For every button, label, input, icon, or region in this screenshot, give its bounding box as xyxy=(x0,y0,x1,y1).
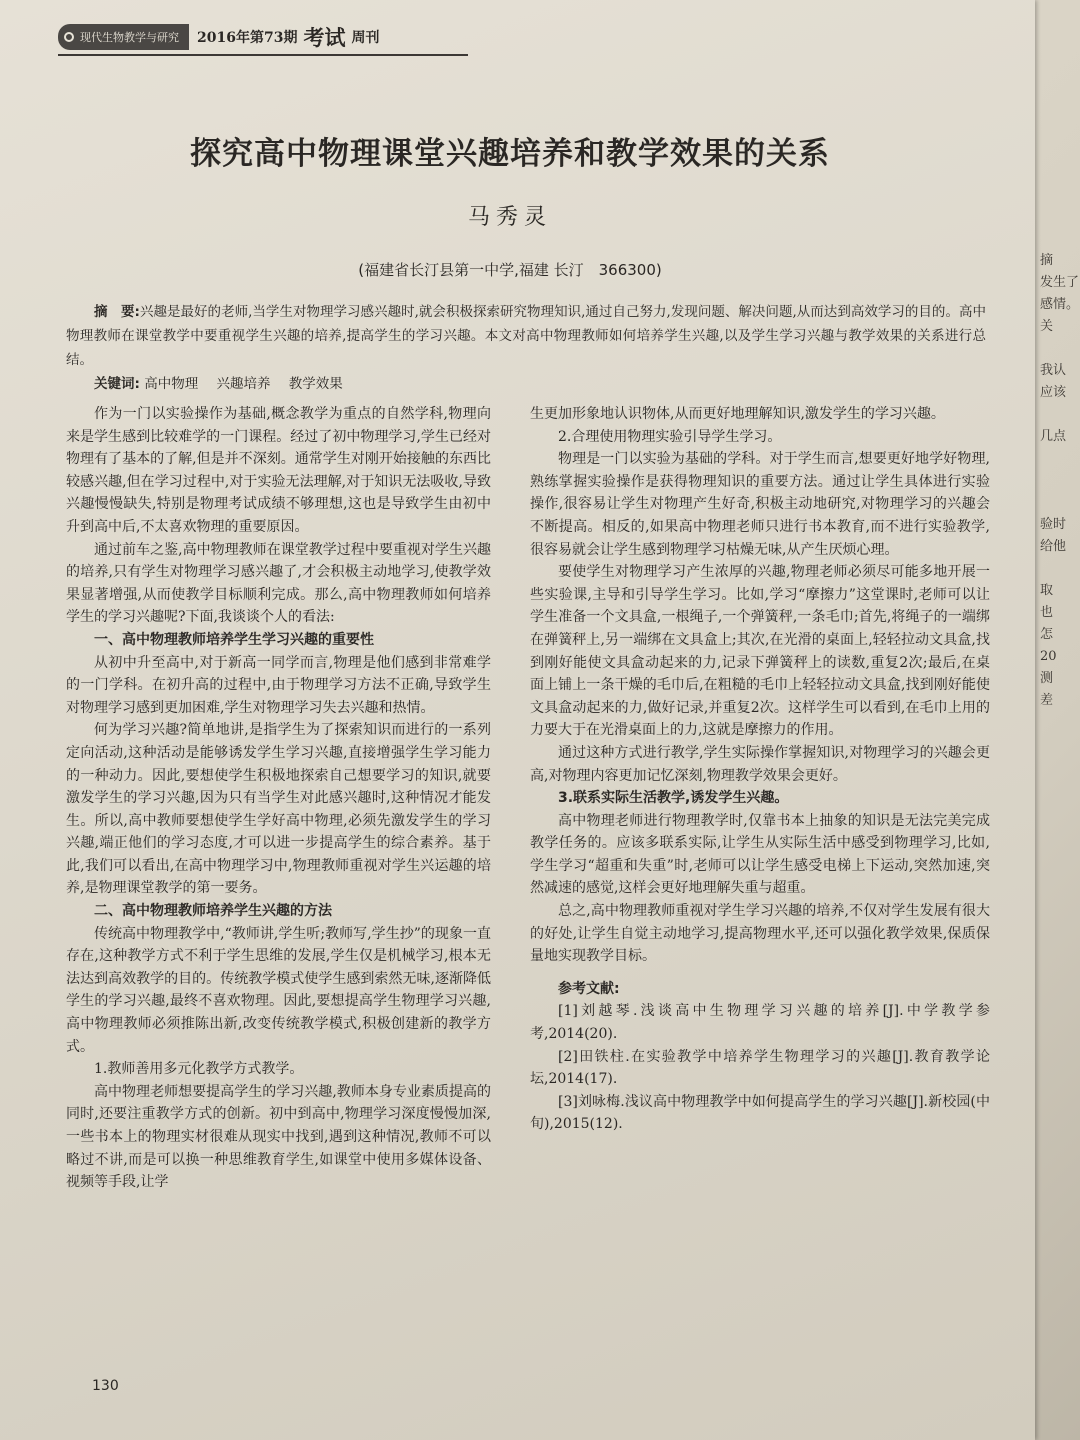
paragraph: 通过前车之鉴,高中物理教师在课堂教学过程中要重视对学生兴趣的培养,只有学生对物理学习感兴趣了,才会积极主动地学习,使教学效果显著增强,从而使教学目标顺利完成。那么,高中物理教师如何培养学生的学习兴趣呢?下面,我谈谈个人的看法: xyxy=(66,541,491,626)
references-title: 参考文献: xyxy=(558,980,620,997)
edge-fragment: 我认 xyxy=(1040,363,1067,378)
paragraph: 作为一门以实验操作为基础,概念教学为重点的自然学科,物理向来是学生感到比较难学的一门课程。经过了初中物理学习,学生已经对物理有了基本的了解,但是并不深刻。通常学生对刚开始接触的东西比较感兴趣,但在学习过程中,对于实验无法理解,对于知识无法吸收,导致兴趣慢慢缺失,特别是物理考试成绩不够理想,这也是导致学生由初中升到高中后,不太喜欢物理的重要原因。 xyxy=(66,406,491,535)
keyword: 高中物理 xyxy=(144,376,199,392)
subsection-heading: 1.教师善用多元化教学方式教学。 xyxy=(94,1061,304,1078)
edge-fragment: 验时 xyxy=(1040,517,1067,532)
issue-number: 2016年第73期 xyxy=(197,30,298,46)
paragraph: 生更加形象地认识物体,从而更好地理解知识,激发学生的学习兴趣。 xyxy=(530,406,945,422)
abstract-text: 兴趣是最好的老师,当学生对物理学习感兴趣时,就会积极探索研究物理知识,通过自己努力,发现问题、解决问题,从而达到高效学习的目的。高中物理教师在课堂教学中要重视学生兴趣的培养,提高学生的学习兴趣。本文对高中物理教师如何培养学生兴趣,以及学生学习兴趣与教学效果的关系进行总结。 xyxy=(66,304,986,368)
edge-fragment: 怎 xyxy=(1040,627,1054,642)
right-column xyxy=(530,403,990,1136)
paragraph: 高中物理老师进行物理教学时,仅靠书本上抽象的知识是无法完美完成教学任务的。应该多联系实际,让学生从实际生活中感受到物理学习,比如,学生学习“超重和失重”时,老师可以让学生感受电梯上下运动,突然加速,突然减速的感觉,这样会更好地理解失重与超重。 xyxy=(530,812,990,897)
section-heading: 一、高中物理教师培养学生学习兴趣的重要性 xyxy=(94,631,374,648)
edge-fragment: 差 xyxy=(1040,693,1054,708)
keyword: 兴趣培养 xyxy=(216,376,271,392)
keywords-label: 关键词: xyxy=(94,376,140,392)
keyword: 教学效果 xyxy=(288,376,343,392)
edge-fragment: 摘 xyxy=(1040,253,1054,268)
edge-fragment: 几点 xyxy=(1040,429,1067,444)
edge-fragment: 给他 xyxy=(1040,539,1067,554)
paragraph: 要使学生对物理学习产生浓厚的兴趣,物理老师必须尽可能多地开展一些实验课,主导和引导学生学习。比如,学习“摩擦力”这堂课时,老师可以让学生准备一个文具盒,一根绳子,一个弹簧秤,一条毛巾;首先,将绳子的一端绑在弹簧秤上,另一端绑在文具盒上;其次,在光滑的桌面上,轻轻拉动文具盒,找到刚好能使文具盒动起来的力,记录下弹簧秤上的读数,重复2次;最后,在桌面上铺上一条干燥的毛巾后,在粗糙的毛巾上轻轻拉动文具盒,找到刚好能使文具盒动起来的力,做好记录,并重复2次。这样学生可以看到,在毛巾上用的力要大于在光滑桌面上的力,这就是摩擦力的作用。 xyxy=(530,564,990,739)
section-badge xyxy=(58,24,189,50)
paragraph: 高中物理老师想要提高学生的学习兴趣,教师本身专业素质提高的同时,还要注重教学方式的创新。初中到高中,物理学习深度慢慢加深,一些书本上的物理实材很难从现实中找到,遇到这种情况,教师不可以略过不讲,而是可以换一种思维教育学生,如课堂中使用多媒体设备、视频等手段,让学 xyxy=(66,1083,491,1191)
paragraph: 何为学习兴趣?简单地讲,是指学生为了探索知识而进行的一系列定向活动,这种活动是能够诱发学生学习兴趣,直接增强学生学习能力的一种动力。因此,要想使学生积极地探索自己想要学习的知识,就要激发学生的学习兴趣,因为只有当学生对此感兴趣时,这种情况才能发生。所以,高中教师要想使学生学好高中物理,必须先激发学生的学习兴趣,端正他们的学习态度,才可以进一步提高学生的综合素养。基于此,我们可以看出,在高中物理学习中,物理教师重视对学生兴运趣的培养,是物理课堂教学的第一要务。 xyxy=(66,722,491,897)
circle-icon xyxy=(64,32,74,42)
edge-fragment: 测 xyxy=(1040,671,1054,686)
edge-fragment: 取 xyxy=(1040,583,1054,598)
abstract xyxy=(66,300,986,372)
edge-fragment: 关 xyxy=(1040,319,1054,334)
article-title: 探究高中物理课堂兴趣培养和教学效果的关系 xyxy=(190,136,830,172)
reference-item: [1]刘越琴.浅谈高中生物理学习兴趣的培养[J].中学教学参考,2014(20). xyxy=(530,1003,990,1043)
running-header xyxy=(58,20,468,56)
reference-item: [3]刘咏梅.浅议高中物理教学中如何提高学生的学习兴趣[J].新校园(中旬),2015(12). xyxy=(530,1093,990,1133)
paragraph: 总之,高中物理教师重视对学生学习兴趣的培养,不仅对学生发展有很大的好处,让学生自觉主动地学习,提高物理水平,还可以强化教学效果,保质保量地实现教学目标。 xyxy=(530,903,990,965)
section-badge-text: 现代生物教学与研究 xyxy=(80,31,179,44)
paragraph: 通过这种方式进行教学,学生实际操作掌握知识,对物理学习的兴趣会更高,对物理内容更加记忆深刻,物理教学效果会更好。 xyxy=(530,744,990,784)
edge-fragment: 20 xyxy=(1040,649,1057,664)
edge-fragment: 应该 xyxy=(1040,385,1067,400)
left-column xyxy=(66,403,491,1194)
abstract-label: 摘 要: xyxy=(94,304,140,320)
paragraph: 从初中升至高中,对于新高一同学而言,物理是他们感到非常难学的一门学科。在初升高的过程中,由于物理学习方法不正确,导致学生对物理学习感到更加困难,学生对物理学习失去兴趣和热情。 xyxy=(66,654,491,716)
page-number: 130 xyxy=(92,1378,119,1394)
journal-weekly: 周刊 xyxy=(351,30,380,46)
paragraph: 物理是一门以实验为基础的学科。对于学生而言,想要更好地学好物理,熟练掌握实验操作是获得物理知识的重要方法。通过让学生具体进行实验操作,很容易让学生对物理产生好奇,积极主动地研究,对物理学习的兴趣会不断提高。相反的,如果高中物理老师只进行书本教育,而不进行实验教学,很容易就会让学生感到物理学习枯燥无味,从产生厌烦心理。 xyxy=(530,451,990,558)
author-affiliation: (福建省长汀县第一中学,福建 长汀 366300) xyxy=(358,261,662,279)
edge-fragment: 感情。 xyxy=(1040,297,1080,312)
subsection-heading: 3.联系实际生活教学,诱发学生兴趣。 xyxy=(558,790,789,807)
subsection-heading: 2.合理使用物理实验引导学生学习。 xyxy=(558,428,782,445)
adjacent-page-edge xyxy=(1040,250,1080,712)
edge-fragment: 也 xyxy=(1040,605,1054,620)
section-heading: 二、高中物理教师培养学生兴趣的方法 xyxy=(94,903,332,920)
paragraph: 传统高中物理教学中,“教师讲,学生听;教师写,学生抄”的现象一直存在,这种教学方式不利于学生思维的发展,学生仅是机械学习,根本无法达到高效教学的目的。传统教学模式使学生感到索然无味,逐渐降低学生的学习兴趣,最终不喜欢物理。因此,要想提高学生物理学习兴趣,高中物理教师必须推陈出新,改变传统教学模式,积极创建新的教学方式。 xyxy=(66,925,491,1055)
article-author: 马秀灵 xyxy=(467,205,552,230)
reference-item: [2]田铁柱.在实验教学中培养学生物理学习的兴趣[J].教育教学论坛,2014(17). xyxy=(530,1048,990,1088)
journal-name: 考试 xyxy=(303,26,346,50)
edge-fragment: 发生了 xyxy=(1040,275,1080,290)
keywords xyxy=(94,372,357,392)
